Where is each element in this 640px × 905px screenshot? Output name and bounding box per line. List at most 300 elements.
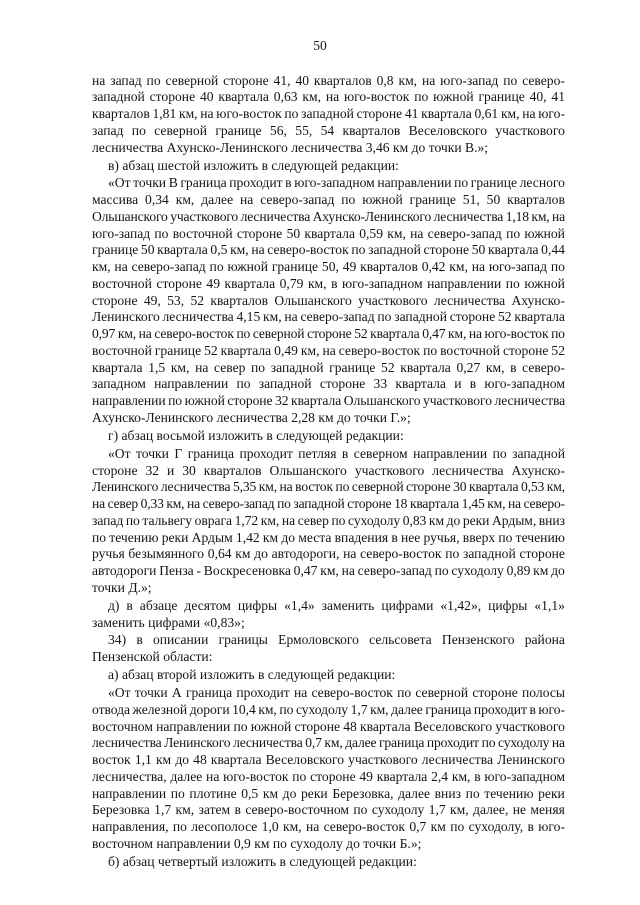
word: заменить <box>321 597 375 613</box>
word: ручья <box>92 546 125 562</box>
word: до <box>175 752 190 768</box>
word: юго-запад <box>92 225 151 241</box>
word: нее <box>400 529 421 545</box>
word: автодороги <box>92 563 157 579</box>
word: квартала <box>92 359 143 375</box>
word: по <box>414 89 429 105</box>
word: лесничества <box>433 292 506 308</box>
text-line <box>92 393 565 410</box>
word: стороне <box>423 242 470 258</box>
word: по <box>233 718 248 734</box>
word: по <box>423 342 438 358</box>
word: границе <box>271 259 319 275</box>
word: квартала <box>360 718 411 734</box>
word: км <box>262 785 279 801</box>
word: по <box>445 546 460 562</box>
word: 1,18 <box>505 208 529 224</box>
word: 0,59 <box>359 225 384 241</box>
text-line <box>92 786 565 803</box>
word: на <box>325 89 340 105</box>
word: точки <box>136 445 169 461</box>
word: суходолу <box>371 802 425 818</box>
word: северной <box>154 122 207 138</box>
word: района <box>524 632 565 648</box>
word: км, <box>260 512 280 528</box>
word: в <box>331 275 338 291</box>
word: 34) <box>108 632 127 648</box>
word: участкового <box>423 393 492 409</box>
word: по <box>450 819 465 835</box>
text-line <box>92 702 565 719</box>
text-line <box>92 752 565 769</box>
word: км <box>428 512 445 528</box>
word: по <box>551 326 565 342</box>
word: стороне <box>92 462 138 478</box>
word: кварталов <box>92 106 150 122</box>
word: по <box>284 106 299 122</box>
word: квартала <box>376 768 428 784</box>
word: стороне <box>307 326 352 342</box>
word: северо- <box>522 359 565 375</box>
word: лесничества <box>233 735 303 751</box>
word: 5,35 <box>233 479 257 495</box>
word: лесничества <box>433 208 504 224</box>
text-line <box>92 632 565 649</box>
word: «От <box>108 175 131 191</box>
word: северо- <box>523 496 565 512</box>
text-line <box>92 735 565 752</box>
word: юго-восток <box>484 326 549 342</box>
word: в <box>529 701 536 717</box>
word: направлении <box>156 718 231 734</box>
text-line: лесничества Ахунско-Ленинского лесничества 3,46 км до точки В.»; <box>92 139 489 155</box>
word: стороне <box>294 718 341 734</box>
word: северо-восток <box>267 242 349 258</box>
word: стороне <box>236 225 283 241</box>
word: км, <box>487 496 506 512</box>
word: км, <box>175 802 195 818</box>
text-line: г) абзац восьмой изложить в следующей редакции: <box>108 427 404 443</box>
word: юго-западном <box>294 175 375 191</box>
word: 0,89 <box>506 563 531 579</box>
word: граница <box>187 445 234 461</box>
quoted-boundary-text-a <box>92 685 565 853</box>
word: безымянного <box>128 546 205 562</box>
word: цифры <box>488 597 528 613</box>
word: границе <box>329 359 376 375</box>
word: западном <box>92 376 146 392</box>
word: 0,8 <box>376 72 394 88</box>
word: Веселовского <box>413 718 493 734</box>
word: направлении <box>427 275 502 291</box>
word: 30 <box>453 479 467 495</box>
word: на <box>251 242 265 258</box>
word: 41 <box>551 89 565 105</box>
word: западной <box>293 496 345 512</box>
word: запад <box>92 512 124 528</box>
word: северо-восток <box>154 326 234 342</box>
word: Ардым, <box>492 512 537 528</box>
word: в <box>469 376 477 392</box>
word: кварталов <box>313 72 372 88</box>
word: по <box>125 512 140 528</box>
word: Ольшанского <box>274 292 352 308</box>
word: северо-запад <box>357 563 432 579</box>
text-line <box>92 226 565 243</box>
word: до <box>281 529 296 545</box>
text-line: восточном направлении 0,9 км по суходолу до точки Б.»; <box>92 835 422 851</box>
word: стороне <box>406 479 451 495</box>
word: далее, <box>473 802 509 818</box>
word: лесничества <box>432 462 504 478</box>
word: км, <box>302 89 322 105</box>
word: 10,4 <box>232 701 256 717</box>
word: Пензенского <box>441 632 515 648</box>
word: км, <box>320 563 339 579</box>
word: квартала <box>291 393 342 409</box>
word: на <box>468 326 482 342</box>
text-line <box>92 719 565 736</box>
word: западной <box>512 445 565 461</box>
word: по <box>292 768 307 784</box>
word: на <box>200 106 214 122</box>
word: по <box>505 275 520 291</box>
word: по <box>465 785 480 801</box>
word: 1,72 <box>234 512 259 528</box>
word: оврага <box>194 512 232 528</box>
word: южной <box>227 259 268 275</box>
word: стороне <box>449 309 496 325</box>
word: на <box>206 768 220 784</box>
word: км, <box>485 359 505 375</box>
word: юго- <box>538 106 565 122</box>
word: 0,83 <box>402 512 427 528</box>
word: по <box>154 225 169 241</box>
word: км, <box>450 802 469 818</box>
word: граница <box>180 175 227 191</box>
word: лесополосе <box>191 819 258 835</box>
word: границе <box>478 89 525 105</box>
word: Березовка <box>92 802 150 818</box>
word: дороги <box>189 701 230 717</box>
word: 52 <box>354 326 368 342</box>
word: отвода <box>92 701 130 717</box>
word: лесничества <box>162 309 234 325</box>
word: 0,34 <box>145 192 169 208</box>
word: 32 <box>275 393 289 409</box>
word: юго- <box>538 819 565 835</box>
word: Веселовского <box>265 752 344 768</box>
word: 0,49 <box>274 342 298 358</box>
word: лесничества <box>421 752 493 768</box>
word: суходолу <box>295 701 349 717</box>
word: Ленинского <box>497 752 565 768</box>
word: 52 <box>551 342 565 358</box>
word: на <box>551 735 565 751</box>
word: км <box>262 529 279 545</box>
word: кварталов <box>203 462 262 478</box>
word: суходолу <box>498 735 550 751</box>
word: северном <box>353 445 408 461</box>
word: западной <box>462 546 516 562</box>
word: до <box>446 512 461 528</box>
word: западной <box>270 359 324 375</box>
word: 1,45 <box>461 496 485 512</box>
word: реки <box>538 785 565 801</box>
word: 40 <box>295 72 310 88</box>
word: км, <box>178 106 198 122</box>
word: до <box>254 546 268 562</box>
word: по <box>236 376 251 392</box>
word: течению <box>109 529 159 545</box>
word: 50 <box>486 192 501 208</box>
word: 0,7 <box>305 735 322 751</box>
word: западной <box>258 376 312 392</box>
word: стороне <box>502 342 549 358</box>
word: далее <box>201 192 234 208</box>
word: 51, <box>462 192 480 208</box>
word: км <box>155 752 172 768</box>
word: участкового <box>495 122 565 138</box>
word: цифрами <box>381 597 434 613</box>
word: меняя <box>530 802 565 818</box>
text-line <box>92 479 565 496</box>
word: на <box>343 546 357 562</box>
paragraph-continuation <box>92 73 565 157</box>
word: границе <box>470 175 518 191</box>
word: 55, <box>295 122 313 138</box>
word: км, <box>448 326 467 342</box>
word: до <box>282 785 297 801</box>
word: по <box>331 512 346 528</box>
word: по <box>168 393 183 409</box>
word: квартала <box>224 275 276 291</box>
word: стороне <box>356 106 403 122</box>
word: восточной <box>440 342 500 358</box>
word: км, <box>92 259 111 275</box>
word: юго-восток <box>343 89 410 105</box>
amendment-item-b <box>92 854 565 871</box>
word: 0,5 <box>241 785 259 801</box>
word: затем <box>198 802 231 818</box>
word: участкового <box>495 718 565 734</box>
word: Веселовского <box>408 122 488 138</box>
word: и <box>167 462 175 478</box>
word: км, <box>263 309 282 325</box>
word: квартала <box>370 326 420 342</box>
word: «От <box>108 685 131 701</box>
word: юго-западном <box>484 768 565 784</box>
word: восточном <box>92 718 153 734</box>
word: суходолу, <box>468 819 524 835</box>
word: стороне <box>519 546 565 562</box>
text-line <box>92 293 565 310</box>
word: северо-запад <box>202 496 275 512</box>
word: участкового <box>354 462 425 478</box>
word: на <box>507 496 521 512</box>
word: 32 <box>145 462 160 478</box>
text-line <box>92 513 565 530</box>
word: по <box>434 563 449 579</box>
word: далее <box>398 785 431 801</box>
word: 50 <box>286 225 301 241</box>
word: км, <box>449 259 468 275</box>
word: Березовка, <box>332 785 394 801</box>
word: км, <box>500 106 520 122</box>
word: северной <box>252 326 305 342</box>
word: на <box>281 512 296 528</box>
word: на <box>195 359 209 375</box>
word: «От <box>108 445 131 461</box>
word: квартала <box>487 242 539 258</box>
word: 52 <box>498 309 512 325</box>
text-line: б) абзац четвертый изложить в следующей редакции: <box>108 853 417 869</box>
word: на <box>138 326 152 342</box>
word: по <box>279 701 294 717</box>
word: Ахунско-Ленинского <box>312 208 432 224</box>
word: на <box>284 309 298 325</box>
word: на <box>341 563 355 579</box>
word: 4,15 <box>236 309 261 325</box>
word: в <box>136 632 143 648</box>
word: км, <box>258 701 277 717</box>
word: 0,61 <box>474 106 499 122</box>
text-line <box>92 209 565 226</box>
word: 0,63 <box>273 89 298 105</box>
word: км, <box>451 768 471 784</box>
word: км, <box>258 479 277 495</box>
word: в <box>234 802 241 818</box>
word: 53, <box>167 292 185 308</box>
word: 40 <box>199 89 214 105</box>
word: 1,0 <box>261 819 279 835</box>
word: км, <box>300 342 320 358</box>
word: на <box>522 106 536 122</box>
text-line: точки Д.»; <box>92 579 152 595</box>
word: 1,7 <box>350 701 368 717</box>
word: 50 <box>471 242 486 258</box>
text-line <box>92 242 565 259</box>
word: северо-восточном <box>245 802 350 818</box>
text-line <box>92 343 565 360</box>
word: 50 <box>140 242 155 258</box>
word: стороне <box>227 393 273 409</box>
word: автодороги, <box>271 546 340 562</box>
word: плотине <box>189 785 237 801</box>
word: запад <box>110 72 142 88</box>
word: в <box>510 359 517 375</box>
word: железной <box>132 701 188 717</box>
word: 52 <box>190 292 205 308</box>
word: север <box>107 496 138 512</box>
word: 48 <box>193 752 207 768</box>
text-line <box>92 598 565 615</box>
word: северо-запад <box>131 259 206 275</box>
word: по <box>170 785 185 801</box>
word: км <box>235 546 251 562</box>
word: стороне <box>156 275 202 291</box>
text-line <box>92 89 565 106</box>
word: 41 <box>404 106 419 122</box>
word: по <box>498 529 513 545</box>
word: границе <box>215 122 262 138</box>
word: восточной <box>92 275 152 291</box>
word: точки <box>134 685 168 701</box>
word: точки <box>133 175 167 191</box>
text-line <box>92 376 565 393</box>
word: по <box>236 326 251 342</box>
word: 0,53 <box>520 479 545 495</box>
word: стороне <box>319 376 366 392</box>
word: северо-восток <box>338 342 421 358</box>
word: 0,7 <box>409 819 427 835</box>
word: кварталов <box>360 259 418 275</box>
word: км, <box>230 242 249 258</box>
word: 0,44 <box>541 242 565 258</box>
word: по <box>277 496 291 512</box>
word: В <box>168 175 178 191</box>
word: 0,5 <box>210 242 228 258</box>
word: проходит <box>239 445 293 461</box>
word: далее <box>391 701 423 717</box>
word: стороне <box>347 496 392 512</box>
word: в <box>391 529 398 545</box>
word: участкового <box>358 292 428 308</box>
word: на <box>552 208 566 224</box>
word: вверх <box>462 529 496 545</box>
word: суходолу <box>451 563 504 579</box>
word: участкового <box>348 752 418 768</box>
word: петляя <box>298 445 337 461</box>
text-line <box>92 463 565 480</box>
word: по <box>251 359 266 375</box>
word: кварталов <box>210 292 269 308</box>
word: границы <box>218 632 268 648</box>
quoted-boundary-text-g <box>92 446 565 597</box>
text-line <box>92 360 565 377</box>
word: границе <box>92 242 139 258</box>
word: 0,64 <box>207 546 232 562</box>
text-line <box>92 446 565 463</box>
word: восток <box>295 479 333 495</box>
word: по <box>454 175 469 191</box>
word: на <box>471 259 486 275</box>
text-line <box>92 259 565 276</box>
word: 1,42 <box>235 529 260 545</box>
word: по <box>492 445 507 461</box>
word: квартала <box>304 225 355 241</box>
word: 33 <box>373 376 388 392</box>
word: км, <box>398 72 418 88</box>
word: течению <box>484 785 534 801</box>
word: Ольшанского <box>92 208 168 224</box>
text-line <box>92 106 565 123</box>
text-line: Пензенской области: <box>92 649 213 665</box>
amendment-item-d <box>92 598 565 632</box>
text-line <box>92 685 565 702</box>
word: Г <box>174 445 183 461</box>
word: 49 <box>359 768 373 784</box>
word: 56, <box>269 122 287 138</box>
word: 52 <box>204 342 218 358</box>
word: Ленинского <box>92 309 160 325</box>
word: 0,47 <box>293 563 318 579</box>
word: юго-восток <box>223 768 289 784</box>
word: по <box>377 309 392 325</box>
word: по <box>550 259 565 275</box>
word: км, <box>387 225 406 241</box>
word: Ольшанского <box>269 462 347 478</box>
